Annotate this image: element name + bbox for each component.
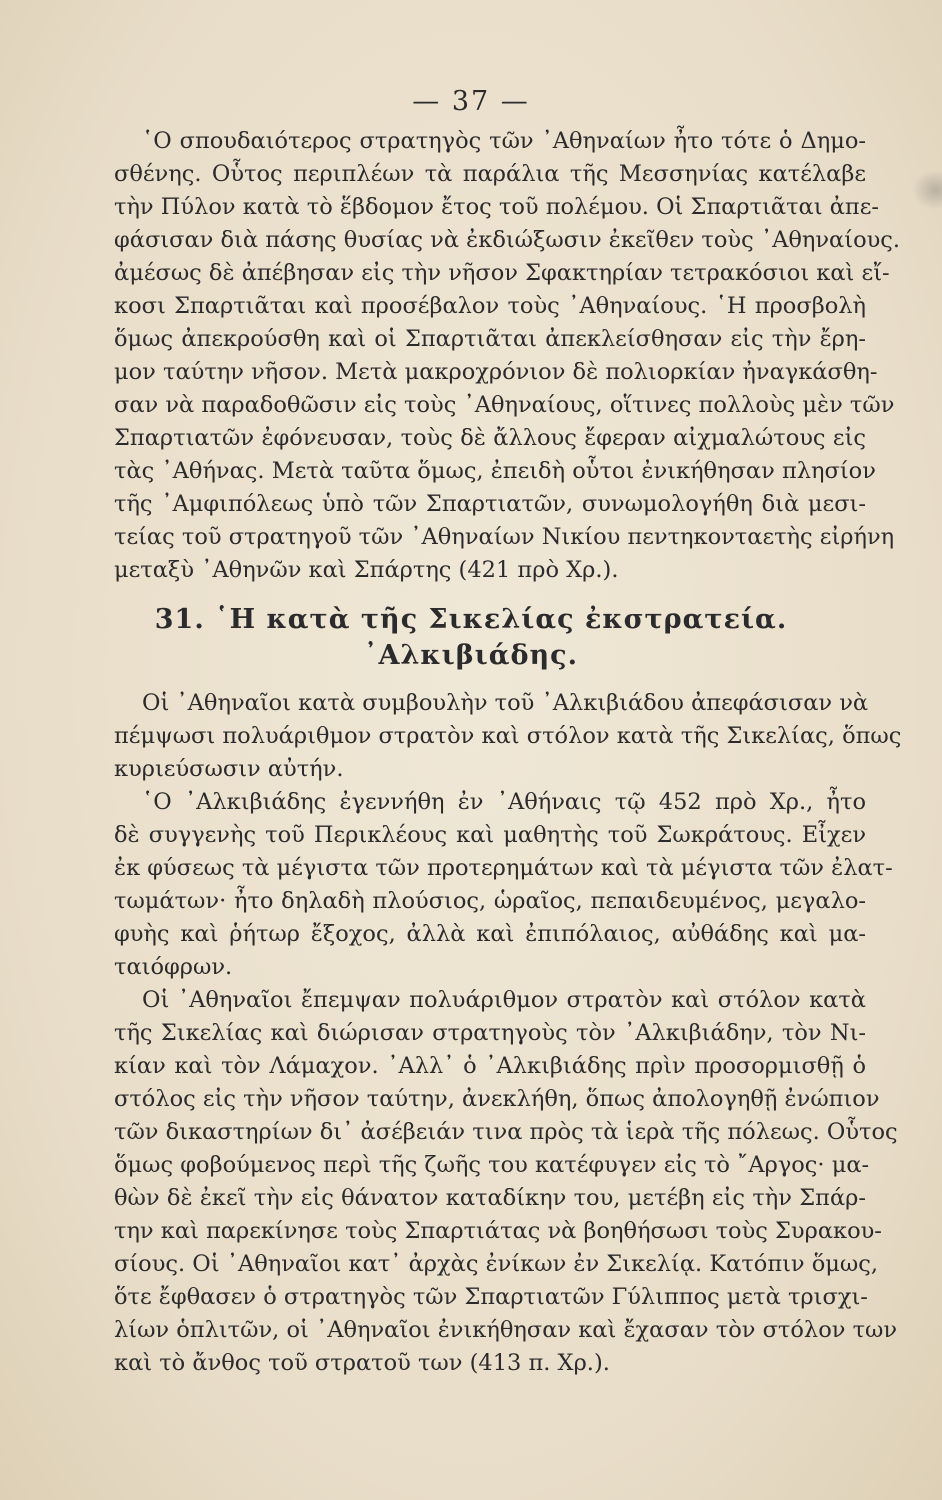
text-line: στόλος εἰς τὴν νῆσον ταύτην, ἀνεκλήθη, ὅπως ἀπολογηθῇ ἐνώπιον: [114, 1086, 880, 1112]
text-line: ἀμέσως δὲ ἀπέβησαν εἰς τὴν νῆσον Σφακτηρίαν τετρακόσιοι καὶ εἴ-: [114, 260, 890, 286]
text-line: τῆς Σικελίας καὶ διώρισαν στρατηγοὺς τὸν ᾿Αλκιβιάδην, τὸν Νι-: [114, 1020, 866, 1046]
text-line: τὰς ᾿Αθήνας. Μετὰ ταῦτα ὅμως, ἐπειδὴ οὗτοι ἐνικήθησαν πλησίον: [114, 458, 876, 484]
text-line: θὼν δὲ ἐκεῖ τὴν εἰς θάνατον καταδίκην του, μετέβη εἰς τὴν Σπάρ-: [114, 1185, 866, 1211]
page-stain: [912, 170, 942, 210]
text-line: σθένης. Οὗτος περιπλέων τὰ παράλια τῆς Μεσσηνίας κατέλαβε: [114, 161, 866, 187]
text-line: σίους. Οἱ ᾿Αθηναῖοι κατ᾿ ἀρχὰς ἐνίκων ἐν Σικελίᾳ. Κατόπιν ὅμως,: [114, 1251, 879, 1277]
text-line: μον ταύτην νῆσον. Μετὰ μακροχρόνιον δὲ πολιορκίαν ἠναγκάσθη-: [114, 359, 878, 385]
text-line: τὴν Πύλον κατὰ τὸ ἕβδομον ἔτος τοῦ πολέμου. Οἱ Σπαρτιᾶται ἀπε-: [114, 194, 879, 220]
text-line: λίων ὁπλιτῶν, οἱ ᾿Αθηναῖοι ἐνικήθησαν καὶ ἔχασαν τὸν στόλον των: [114, 1317, 898, 1343]
page-number: — 37 —: [412, 86, 530, 117]
text-line: ὅμως φοβούμενος περὶ τῆς ζωῆς του κατέφυγεν εἰς τὸ ῎Αργος· μα-: [114, 1152, 870, 1178]
text-line: Οἱ ᾿Αθηναῖοι ἔπεμψαν πολυάριθμον στρατὸν καὶ στόλον κατὰ: [142, 987, 866, 1013]
section-subheading: ᾿Αλκιβιάδης.: [364, 640, 578, 671]
text-line: ὅτε ἔφθασεν ὁ στρατηγὸς τῶν Σπαρτιατῶν Γύλιππος μετὰ τρισχι-: [114, 1284, 868, 1310]
text-line: πέμψωσι πολυάριθμον στρατὸν καὶ στόλον κατὰ τῆς Σικελίας, ὅπως: [114, 723, 902, 749]
text-line: ὅμως ἀπεκρούσθη καὶ οἱ Σπαρτιᾶται ἀπεκλείσθησαν εἰς τὴν ἔρη-: [114, 326, 866, 352]
text-line: κυριεύσωσιν αὐτήν.: [114, 756, 344, 782]
text-line: ῾Ο ᾿Αλκιβιάδης ἐγεννήθη ἐν ᾿Αθήναις τῷ 452 πρὸ Χρ., ἦτο: [142, 789, 866, 815]
text-line: σαν νὰ παραδοθῶσιν εἰς τοὺς ᾿Αθηναίους, οἵτινες πολλοὺς μὲν τῶν: [114, 392, 895, 418]
text-line: Σπαρτιατῶν ἐφόνευσαν, τοὺς δὲ ἄλλους ἔφεραν αἰχμαλώτους εἰς: [114, 425, 866, 451]
text-line: τωμάτων· ἦτο δηλαδὴ πλούσιος, ὡραῖος, πεπαιδευμένος, μεγαλο-: [114, 888, 866, 914]
text-line: τείας τοῦ στρατηγοῦ τῶν ᾿Αθηναίων Νικίου πεντηκονταετὴς εἰρήνη: [114, 524, 895, 550]
text-line: Οἱ ᾿Αθηναῖοι κατὰ συμβουλὴν τοῦ ᾿Αλκιβιάδου ἀπεφάσισαν νὰ: [142, 690, 869, 716]
text-line: ῾Ο σπουδαιότερος στρατηγὸς τῶν ᾿Αθηναίων ἦτο τότε ὁ Δημο-: [142, 128, 866, 154]
text-line: την καὶ παρεκίνησε τοὺς Σπαρτιάτας νὰ βοηθήσωσι τοὺς Συρακου-: [114, 1218, 882, 1244]
text-line: τῆς ᾿Αμφιπόλεως ὑπὸ τῶν Σπαρτιατῶν, συνωμολογήθη διὰ μεσι-: [114, 491, 866, 517]
text-line: φάσισαν διὰ πάσης θυσίας νὰ ἐκδιώξωσιν ἐκεῖθεν τοὺς ᾿Αθηναίους.: [114, 227, 901, 253]
text-line: φυὴς καὶ ῥήτωρ ἔξοχος, ἀλλὰ καὶ ἐπιπόλαιος, αὐθάδης καὶ μα-: [114, 921, 866, 947]
text-line: κίαν καὶ τὸν Λάμαχον. ᾿Αλλ᾿ ὁ ᾿Αλκιβιάδης πρὶν προσορμισθῇ ὁ: [114, 1053, 866, 1079]
text-line: κοσι Σπαρτιᾶται καὶ προσέβαλον τοὺς ᾿Αθηναίους. ῾Η προσβολὴ: [114, 293, 866, 319]
text-line: τῶν δικαστηρίων δι᾿ ἀσέβειάν τινα πρὸς τὰ ἱερὰ τῆς πόλεως. Οὗτος: [114, 1119, 898, 1145]
text-line: δὲ συγγενὴς τοῦ Περικλέους καὶ μαθητὴς τοῦ Σωκράτους. Εἶχεν: [114, 822, 866, 848]
text-line: ἐκ φύσεως τὰ μέγιστα τῶν προτερημάτων καὶ τὰ μέγιστα τῶν ἐλατ-: [114, 855, 893, 881]
section-heading: 31. ῾Η κατὰ τῆς Σικελίας ἐκστρατεία.: [154, 604, 788, 635]
text-line: ταιόφρων.: [114, 954, 233, 980]
text-line: καὶ τὸ ἄνθος τοῦ στρατοῦ των (413 π. Χρ.).: [114, 1350, 610, 1376]
text-line: μεταξὺ ᾿Αθηνῶν καὶ Σπάρτης (421 πρὸ Χρ.).: [114, 557, 619, 583]
